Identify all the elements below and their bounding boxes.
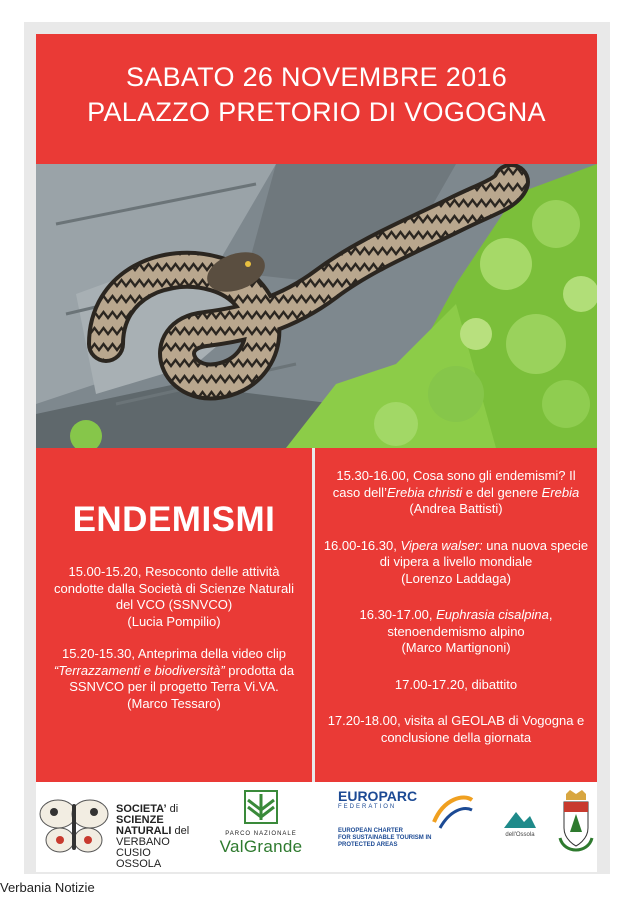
event-title: ENDEMISMI bbox=[72, 500, 276, 539]
program-item: 15.00-15.20, Resoconto delle attività condotte dalla Società di Scienze Naturali del VCO (SSNVCO) (Lucia Pompilio) bbox=[54, 564, 294, 629]
coat-of-arms-icon bbox=[556, 788, 596, 868]
butterfly-logo bbox=[38, 796, 110, 863]
vogogna-coat-of-arms bbox=[556, 788, 596, 873]
parco-valgrande-logo: PARCO NAZIONALE ValGrande bbox=[206, 790, 316, 857]
program-item: 16.30-17.00, Euphrasia cisalpina, stenoendemismo alpino (Marco Martignoni) bbox=[359, 607, 553, 655]
ossola-label: dell'Ossola bbox=[505, 832, 535, 838]
speaker: (Andrea Battisti) bbox=[409, 501, 503, 516]
ssn-logo-text: SOCIETA’ di SCIENZE NATURALI del VERBANO CUSIO OSSOLA bbox=[116, 803, 190, 870]
viper-photo-illustration bbox=[36, 164, 597, 448]
europarc-swirl-icon bbox=[430, 792, 476, 832]
speaker: (Marco Martignoni) bbox=[401, 640, 511, 655]
viper-photo bbox=[36, 164, 597, 448]
ossola-mountain-icon bbox=[502, 808, 538, 830]
speaker: (Marco Tessaro) bbox=[127, 695, 221, 711]
program-right-column bbox=[315, 448, 597, 782]
ossola-logo bbox=[502, 808, 538, 835]
sponsor-logos bbox=[36, 782, 597, 872]
event-date: SABATO 26 NOVEMBRE 2016 bbox=[125, 62, 508, 92]
speaker: (Lorenzo Laddaga) bbox=[401, 570, 511, 586]
charter-text: EUROPEAN CHARTER FOR SUSTAINABLE TOURISM IN PROTECTED AREAS bbox=[338, 828, 432, 848]
credit-text: Verbania Notizie bbox=[0, 880, 95, 895]
event-header bbox=[36, 34, 597, 164]
butterfly-icon bbox=[38, 796, 110, 858]
event-venue: PALAZZO PRETORIO DI VOGOGNA bbox=[87, 97, 546, 127]
program-item: 15.30-16.00, Cosa sono gli endemismi? Il caso dell’Erebia christi e del genere Erebia (Andrea Battisti) bbox=[332, 468, 580, 516]
program-left-column bbox=[36, 448, 312, 782]
valgrande-emblem-icon bbox=[244, 790, 278, 824]
europarc-logo: EUROPARC FEDERATION EUROPEAN CHARTER FOR SUSTAINABLE TOURISM IN PROTECTED AREAS bbox=[338, 788, 488, 849]
program-item: 16.00-16.30, Vipera walser: una nuova specie di vipera a livello mondiale (Lorenzo Laddaga) bbox=[323, 537, 589, 586]
program-item: 17.20-18.00, visita al GEOLAB di Vogogna e conclusione della giornata bbox=[327, 713, 585, 745]
poster bbox=[24, 22, 610, 874]
program-item: 15.20-15.30, Anteprima della video clip “Terrazzamenti e biodiversità” prodotta da SSNVCO per il progetto Terra Vi.VA. (Marco Tessaro) bbox=[53, 646, 295, 711]
program-item: 17.00-17.20, dibattito bbox=[394, 676, 518, 692]
speaker: (Lucia Pompilio) bbox=[127, 613, 221, 629]
